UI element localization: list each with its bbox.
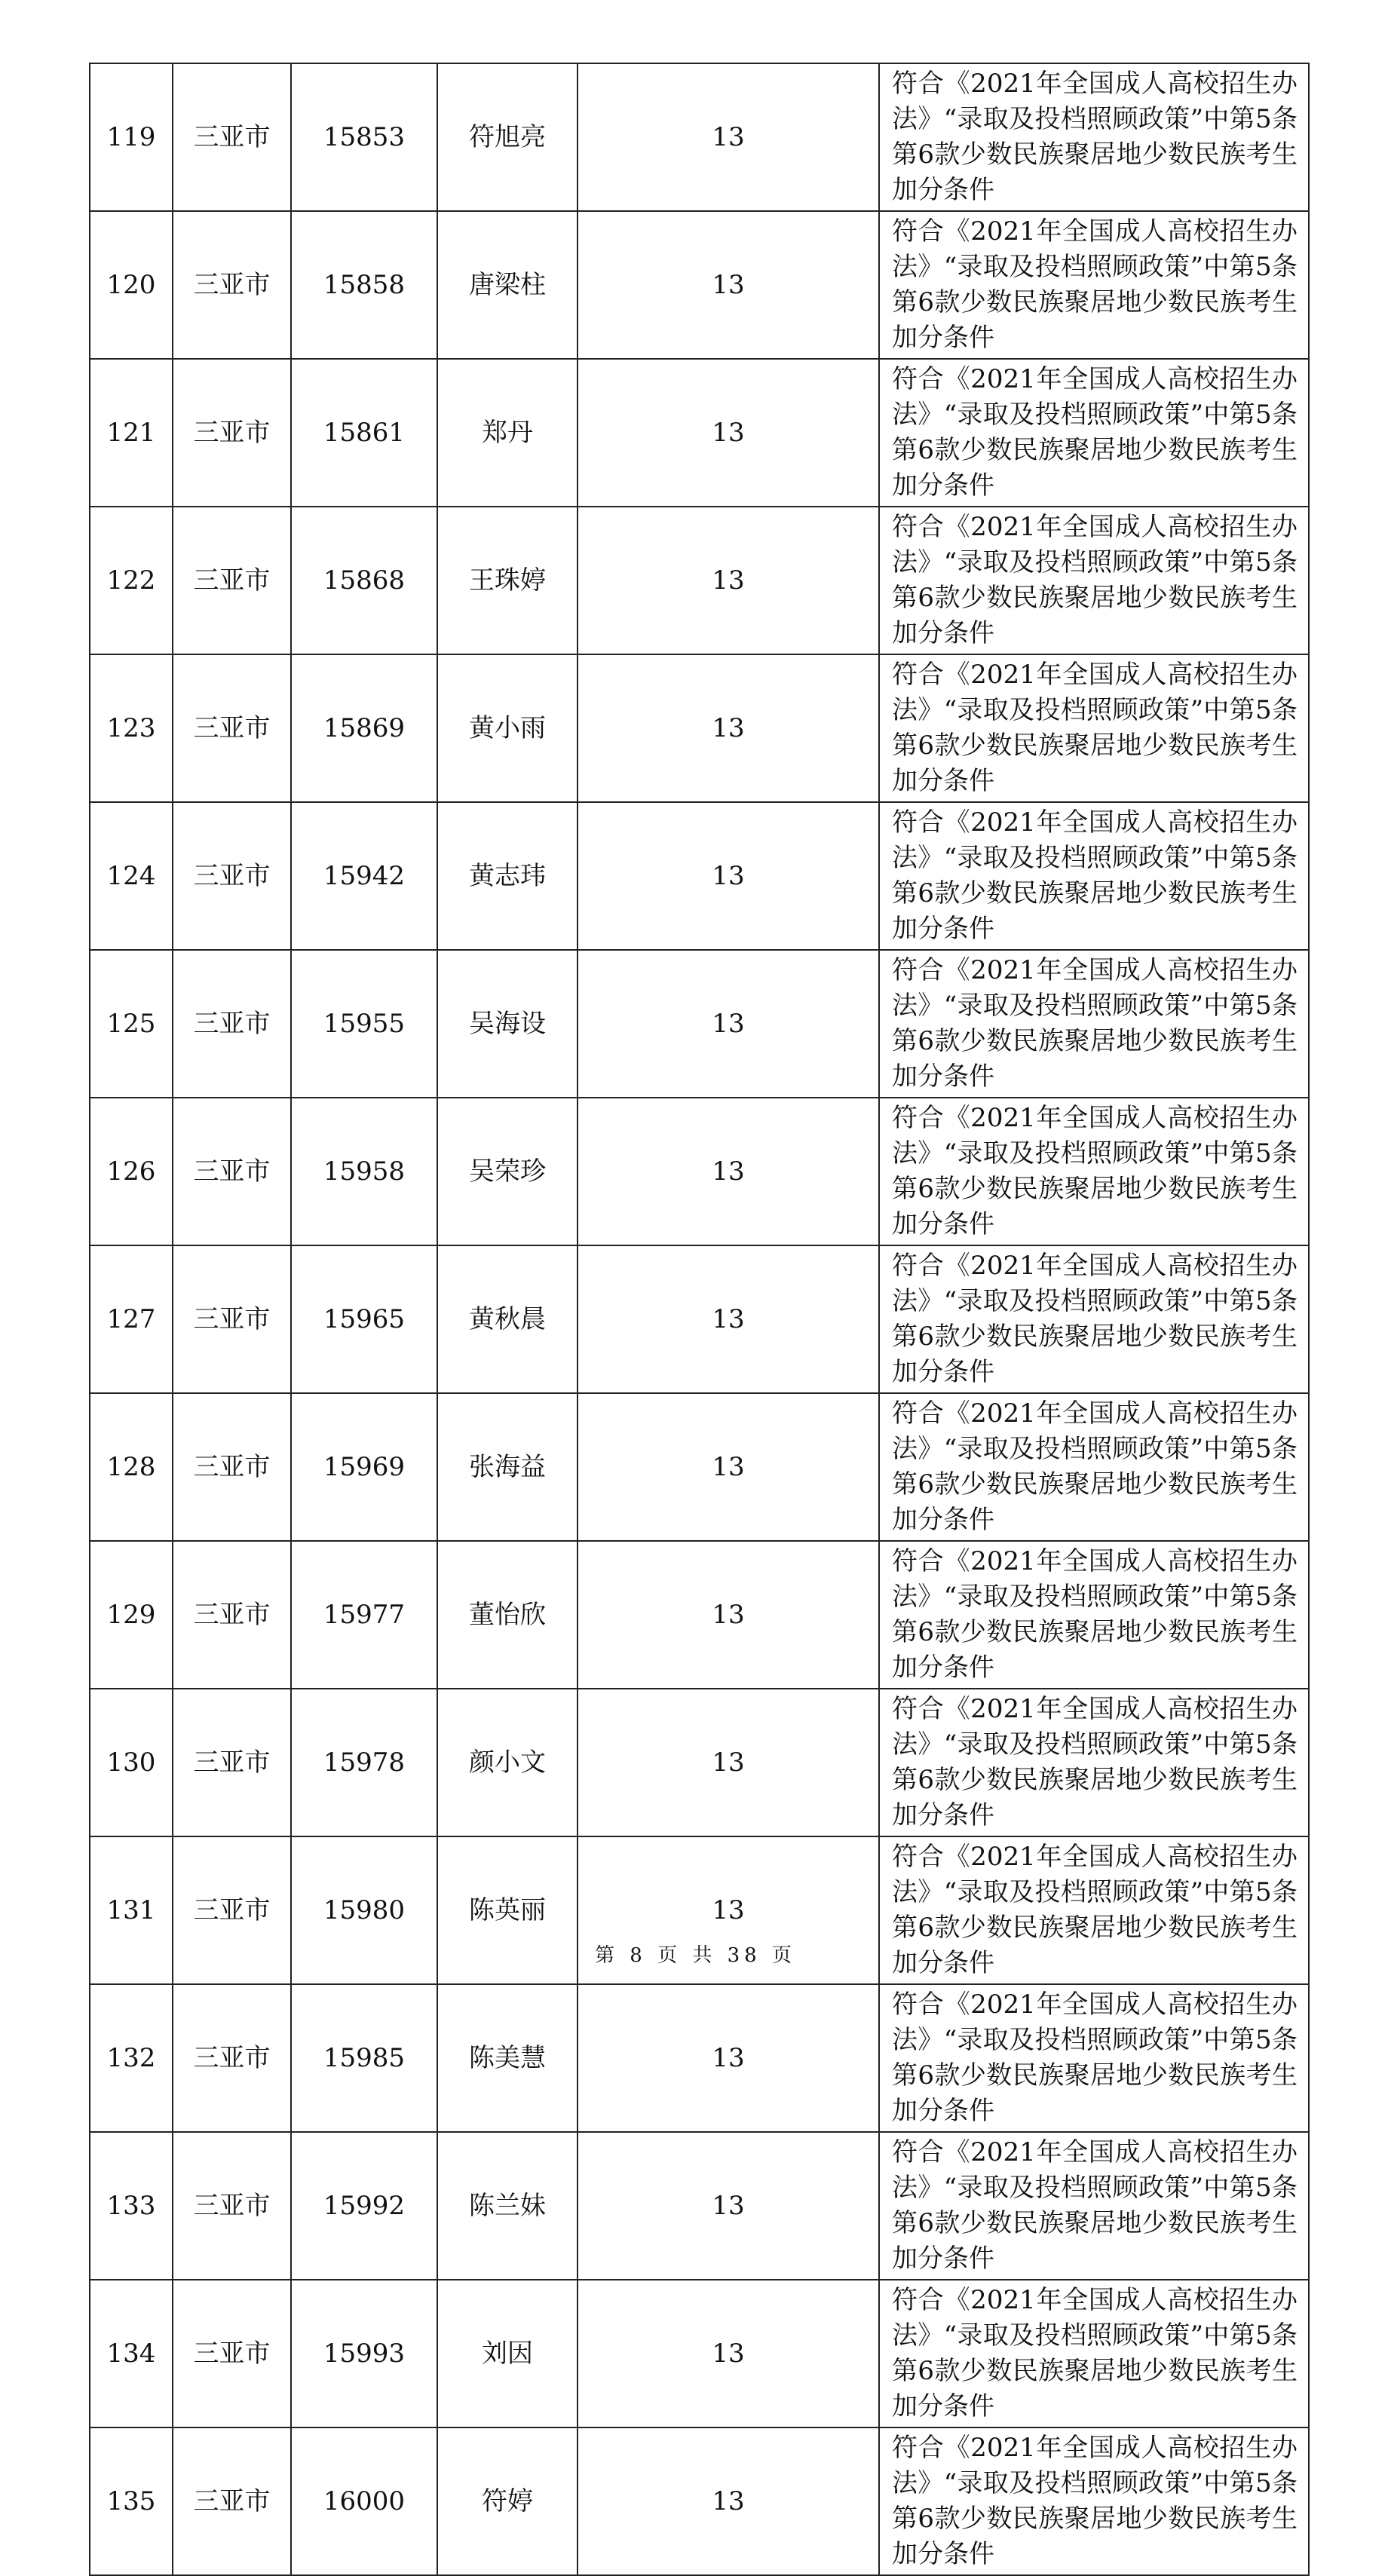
candidate-id-cell: 16000 [291, 2427, 437, 2575]
city-cell: 三亚市 [173, 1098, 291, 1245]
city-cell: 三亚市 [173, 211, 291, 359]
table-row [90, 950, 1309, 1098]
bonus-score-cell: 13 [578, 1984, 879, 2132]
eligibility-note-cell [879, 950, 1309, 1098]
row-number: 125 [90, 950, 173, 1098]
eligibility-note-cell [879, 802, 1309, 950]
eligibility-note-cell [879, 63, 1309, 211]
table-row [90, 802, 1309, 950]
city-cell: 三亚市 [173, 654, 291, 802]
row-number: 120 [90, 211, 173, 359]
city-cell: 三亚市 [173, 359, 291, 507]
bonus-score-cell: 13 [578, 211, 879, 359]
city-cell: 三亚市 [173, 2427, 291, 2575]
candidate-id-cell: 15955 [291, 950, 437, 1098]
candidate-id-cell: 15858 [291, 211, 437, 359]
candidate-name-cell: 张海益 [437, 1393, 578, 1541]
table-row [90, 2427, 1309, 2575]
eligibility-note-cell [879, 1245, 1309, 1393]
city-cell: 三亚市 [173, 1393, 291, 1541]
row-number: 133 [90, 2132, 173, 2280]
bonus-score-cell: 13 [578, 1245, 879, 1393]
eligibility-note-cell [879, 2280, 1309, 2427]
table-row [90, 1541, 1309, 1689]
eligibility-note-text: 符合《2021年全国成人高校招生办法》“录取及投档照顾政策”中第5条第6款少数民族聚居地少数民族考生加分条件 [892, 364, 1298, 501]
eligibility-note-cell [879, 1984, 1309, 2132]
table-row [90, 1098, 1309, 1245]
page-footer: 第 8 页 共 38 页 [595, 1944, 796, 1967]
bonus-score-cell: 13 [578, 1836, 879, 1984]
candidate-name-cell: 符旭亮 [437, 63, 578, 211]
candidate-table [89, 63, 1310, 2576]
eligibility-note-text: 符合《2021年全国成人高校招生办法》“录取及投档照顾政策”中第5条第6款少数民族聚居地少数民族考生加分条件 [892, 955, 1298, 1092]
eligibility-note-cell [879, 507, 1309, 654]
eligibility-note-text: 符合《2021年全国成人高校招生办法》“录取及投档照顾政策”中第5条第6款少数民族聚居地少数民族考生加分条件 [892, 1694, 1298, 1830]
eligibility-note-text: 符合《2021年全国成人高校招生办法》“录取及投档照顾政策”中第5条第6款少数民族聚居地少数民族考生加分条件 [892, 1103, 1298, 1239]
candidate-name-cell: 吴荣珍 [437, 1098, 578, 1245]
bonus-score-cell: 13 [578, 507, 879, 654]
city-cell: 三亚市 [173, 507, 291, 654]
bonus-score-cell: 13 [578, 802, 879, 950]
eligibility-note-text: 符合《2021年全国成人高校招生办法》“录取及投档照顾政策”中第5条第6款少数民族聚居地少数民族考生加分条件 [892, 1398, 1298, 1535]
candidate-name-cell: 唐梁柱 [437, 211, 578, 359]
candidate-name-cell: 符婷 [437, 2427, 578, 2575]
candidate-id-cell: 15977 [291, 1541, 437, 1689]
eligibility-note-text: 符合《2021年全国成人高校招生办法》“录取及投档照顾政策”中第5条第6款少数民族聚居地少数民族考生加分条件 [892, 2137, 1298, 2274]
city-cell: 三亚市 [173, 2132, 291, 2280]
candidate-id-cell: 15868 [291, 507, 437, 654]
candidate-id-cell: 15985 [291, 1984, 437, 2132]
candidate-id-cell: 15992 [291, 2132, 437, 2280]
table-row [90, 1984, 1309, 2132]
bonus-score-cell: 13 [578, 2427, 879, 2575]
row-number: 131 [90, 1836, 173, 1984]
table-row [90, 211, 1309, 359]
row-number: 122 [90, 507, 173, 654]
candidate-name-cell: 王珠婷 [437, 507, 578, 654]
eligibility-note-cell [879, 2132, 1309, 2280]
row-number: 130 [90, 1689, 173, 1836]
table-row [90, 1245, 1309, 1393]
bonus-score-cell: 13 [578, 654, 879, 802]
eligibility-note-cell [879, 654, 1309, 802]
table-row [90, 63, 1309, 211]
eligibility-note-text: 符合《2021年全国成人高校招生办法》“录取及投档照顾政策”中第5条第6款少数民族聚居地少数民族考生加分条件 [892, 216, 1298, 353]
row-number: 121 [90, 359, 173, 507]
candidate-id-cell: 15861 [291, 359, 437, 507]
candidate-id-cell: 15969 [291, 1393, 437, 1541]
row-number: 123 [90, 654, 173, 802]
eligibility-note-cell [879, 1689, 1309, 1836]
eligibility-note-cell [879, 1098, 1309, 1245]
candidate-name-cell: 郑丹 [437, 359, 578, 507]
candidate-name-cell: 黄秋晨 [437, 1245, 578, 1393]
candidate-id-cell: 15980 [291, 1836, 437, 1984]
eligibility-note-text: 符合《2021年全国成人高校招生办法》“录取及投档照顾政策”中第5条第6款少数民族聚居地少数民族考生加分条件 [892, 69, 1298, 205]
table-row [90, 507, 1309, 654]
candidate-id-cell: 15942 [291, 802, 437, 950]
candidate-table-body [90, 63, 1309, 2575]
city-cell: 三亚市 [173, 63, 291, 211]
candidate-name-cell: 刘因 [437, 2280, 578, 2427]
eligibility-note-text: 符合《2021年全国成人高校招生办法》“录取及投档照顾政策”中第5条第6款少数民族聚居地少数民族考生加分条件 [892, 1546, 1298, 1683]
bonus-score-cell: 13 [578, 63, 879, 211]
row-number: 127 [90, 1245, 173, 1393]
city-cell: 三亚市 [173, 1541, 291, 1689]
city-cell: 三亚市 [173, 802, 291, 950]
candidate-name-cell: 颜小文 [437, 1689, 578, 1836]
eligibility-note-text: 符合《2021年全国成人高校招生办法》“录取及投档照顾政策”中第5条第6款少数民族聚居地少数民族考生加分条件 [892, 807, 1298, 944]
row-number: 129 [90, 1541, 173, 1689]
eligibility-note-text: 符合《2021年全国成人高校招生办法》“录取及投档照顾政策”中第5条第6款少数民族聚居地少数民族考生加分条件 [892, 1251, 1298, 1387]
table-row [90, 2280, 1309, 2427]
bonus-score-cell: 13 [578, 1689, 879, 1836]
table-row [90, 2132, 1309, 2280]
bonus-score-cell: 13 [578, 1541, 879, 1689]
bonus-score-cell: 13 [578, 1393, 879, 1541]
eligibility-note-text: 符合《2021年全国成人高校招生办法》“录取及投档照顾政策”中第5条第6款少数民族聚居地少数民族考生加分条件 [892, 2285, 1298, 2421]
city-cell: 三亚市 [173, 1689, 291, 1836]
candidate-name-cell: 陈英丽 [437, 1836, 578, 1984]
row-number: 128 [90, 1393, 173, 1541]
row-number: 124 [90, 802, 173, 950]
candidate-id-cell: 15958 [291, 1098, 437, 1245]
candidate-name-cell: 董怡欣 [437, 1541, 578, 1689]
eligibility-note-cell [879, 2427, 1309, 2575]
city-cell: 三亚市 [173, 2280, 291, 2427]
table-row [90, 654, 1309, 802]
eligibility-note-cell [879, 1393, 1309, 1541]
table-row [90, 1393, 1309, 1541]
candidate-id-cell: 15965 [291, 1245, 437, 1393]
eligibility-note-text: 符合《2021年全国成人高校招生办法》“录取及投档照顾政策”中第5条第6款少数民族聚居地少数民族考生加分条件 [892, 2433, 1298, 2569]
row-number: 135 [90, 2427, 173, 2575]
row-number: 134 [90, 2280, 173, 2427]
eligibility-note-text: 符合《2021年全国成人高校招生办法》“录取及投档照顾政策”中第5条第6款少数民族聚居地少数民族考生加分条件 [892, 660, 1298, 796]
eligibility-note-cell [879, 359, 1309, 507]
bonus-score-cell: 13 [578, 2132, 879, 2280]
candidate-name-cell: 吴海设 [437, 950, 578, 1098]
bonus-score-cell: 13 [578, 359, 879, 507]
city-cell: 三亚市 [173, 1245, 291, 1393]
candidate-name-cell: 黄小雨 [437, 654, 578, 802]
bonus-score-cell: 13 [578, 950, 879, 1098]
candidate-id-cell: 15978 [291, 1689, 437, 1836]
city-cell: 三亚市 [173, 1984, 291, 2132]
candidate-name-cell: 黄志玮 [437, 802, 578, 950]
bonus-score-cell: 13 [578, 2280, 879, 2427]
city-cell: 三亚市 [173, 1836, 291, 1984]
row-number: 119 [90, 63, 173, 211]
candidate-id-cell: 15853 [291, 63, 437, 211]
candidate-name-cell: 陈美慧 [437, 1984, 578, 2132]
eligibility-note-text: 符合《2021年全国成人高校招生办法》“录取及投档照顾政策”中第5条第6款少数民族聚居地少数民族考生加分条件 [892, 1842, 1298, 1978]
eligibility-note-cell [879, 1541, 1309, 1689]
eligibility-note-cell [879, 211, 1309, 359]
row-number: 126 [90, 1098, 173, 1245]
eligibility-note-text: 符合《2021年全国成人高校招生办法》“录取及投档照顾政策”中第5条第6款少数民族聚居地少数民族考生加分条件 [892, 1989, 1298, 2126]
table-row [90, 1689, 1309, 1836]
eligibility-note-text: 符合《2021年全国成人高校招生办法》“录取及投档照顾政策”中第5条第6款少数民族聚居地少数民族考生加分条件 [892, 512, 1298, 648]
bonus-score-cell: 13 [578, 1098, 879, 1245]
city-cell: 三亚市 [173, 950, 291, 1098]
table-row [90, 359, 1309, 507]
candidate-id-cell: 15869 [291, 654, 437, 802]
candidate-id-cell: 15993 [291, 2280, 437, 2427]
row-number: 132 [90, 1984, 173, 2132]
candidate-name-cell: 陈兰妹 [437, 2132, 578, 2280]
